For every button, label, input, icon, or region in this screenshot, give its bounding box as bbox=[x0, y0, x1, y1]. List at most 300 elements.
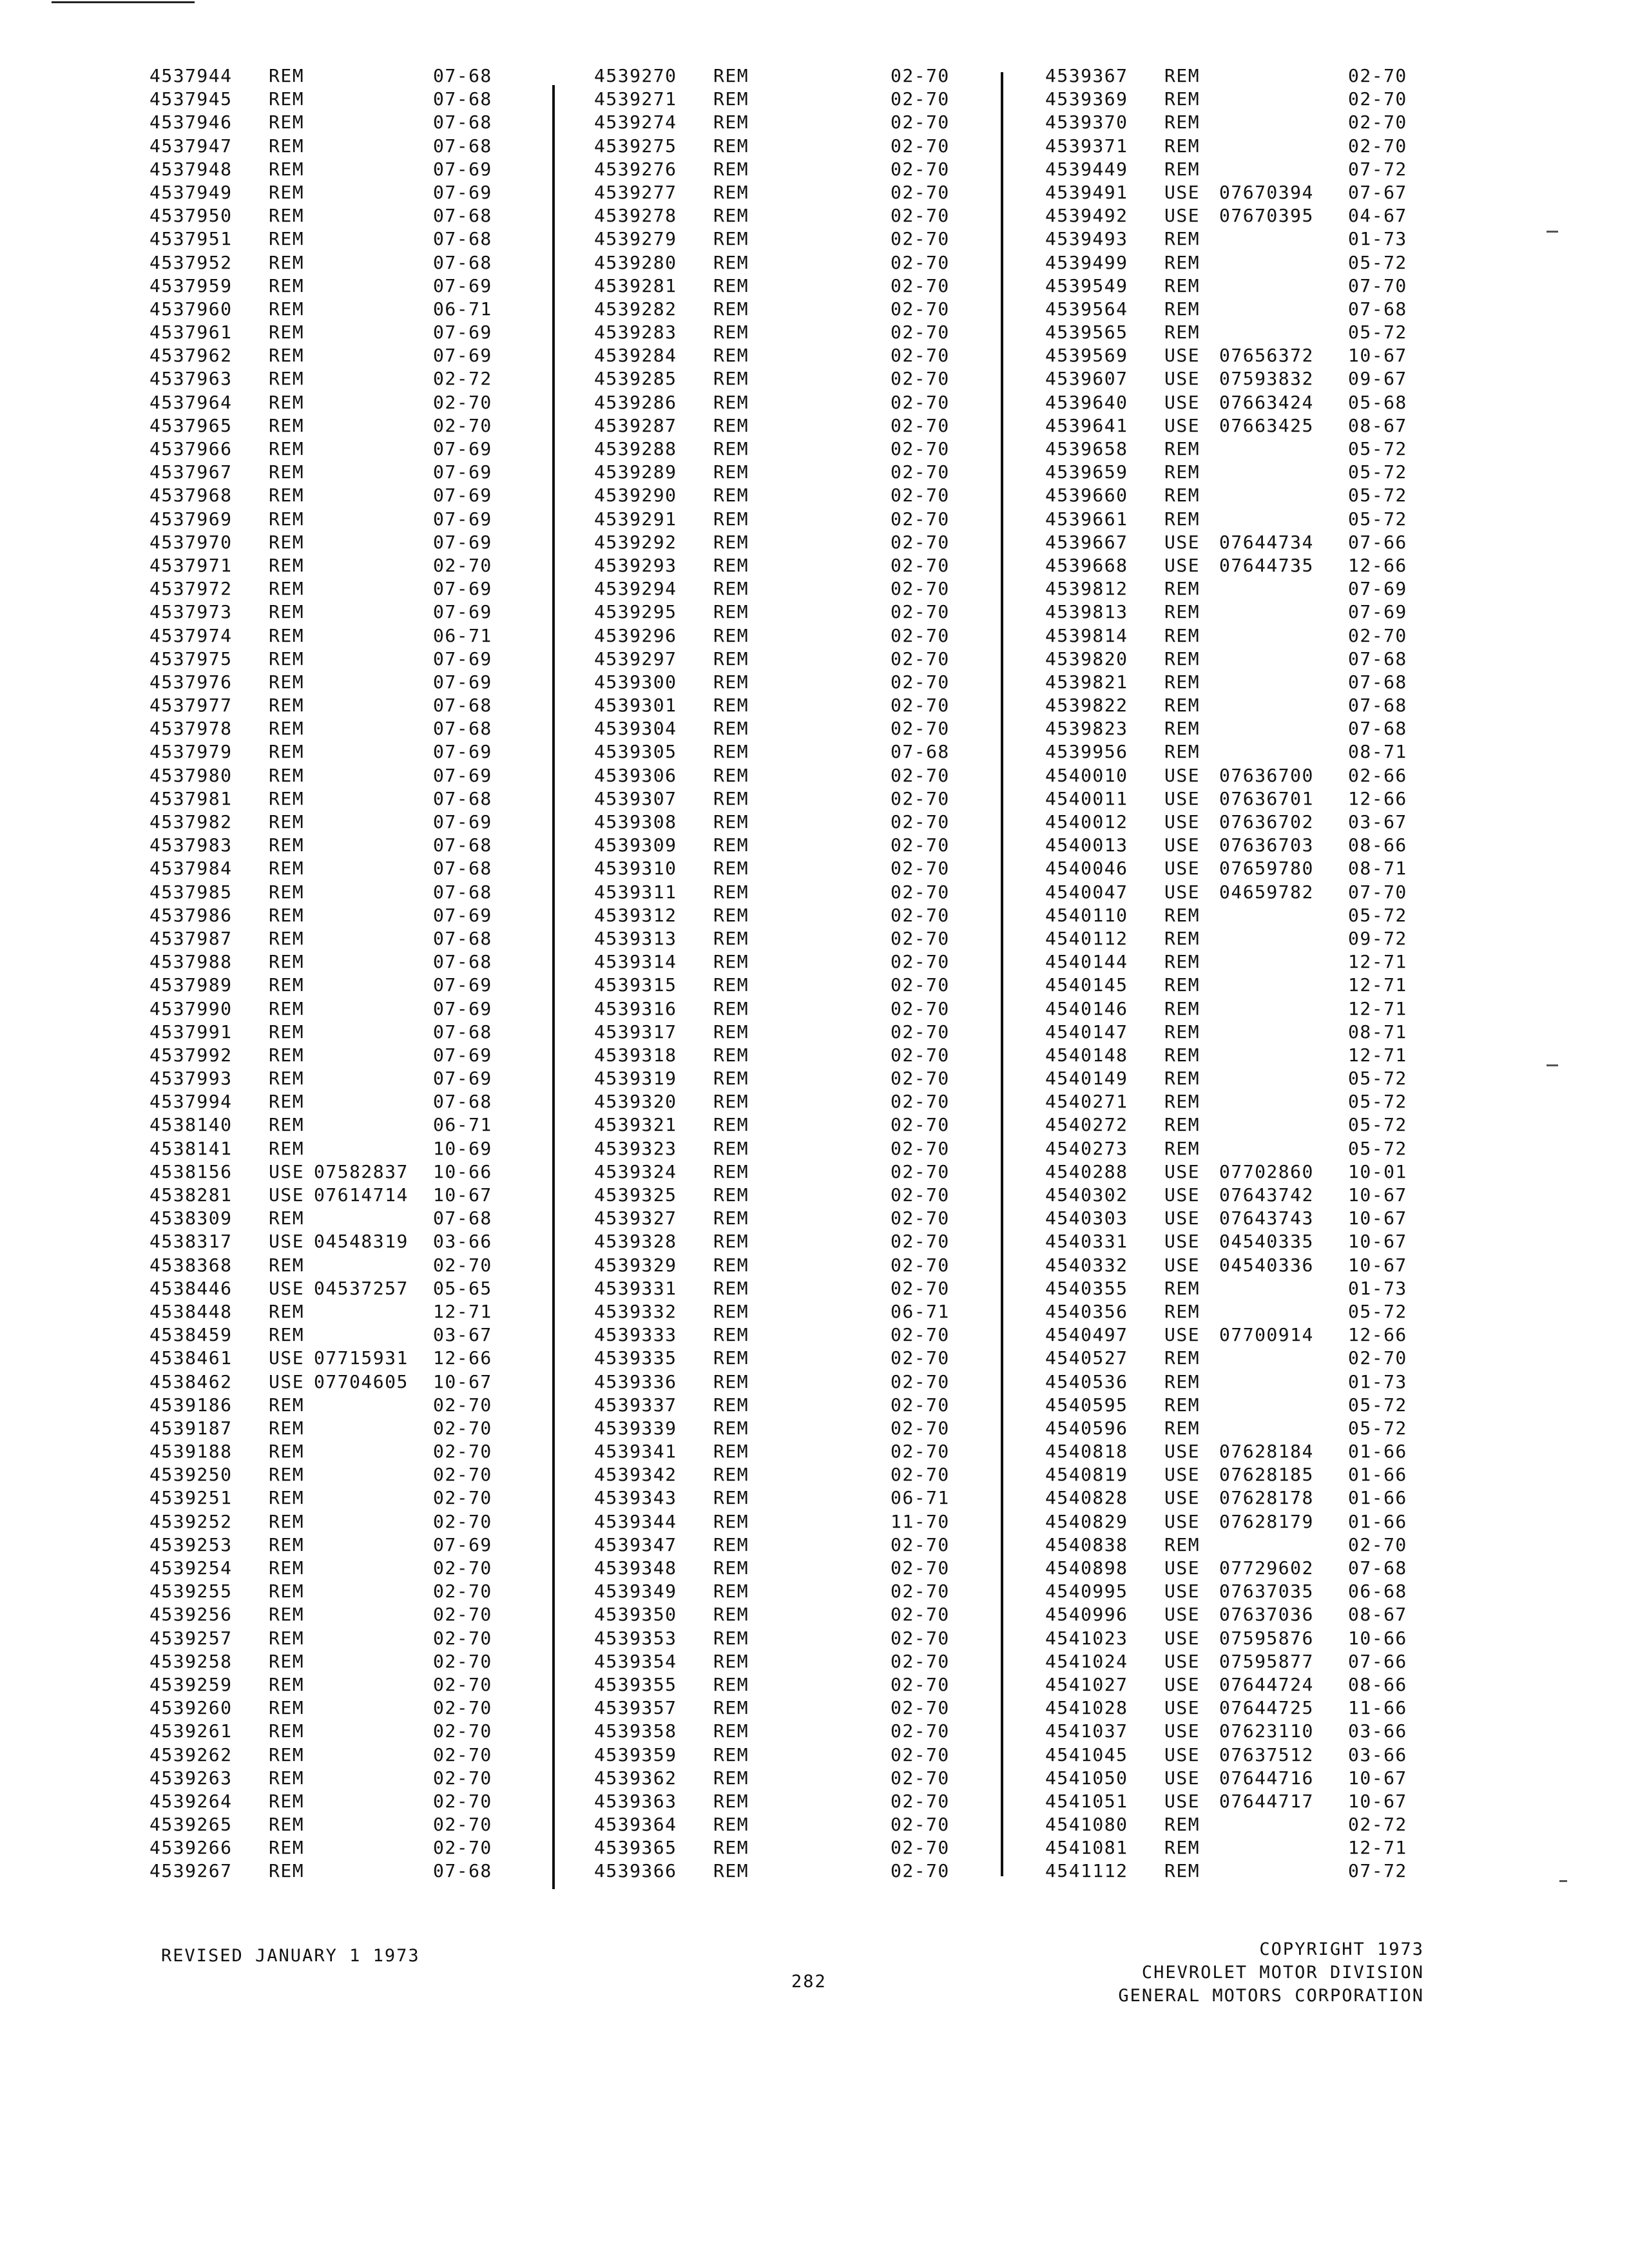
part-row bbox=[1045, 1067, 1445, 1090]
action-code: REM bbox=[713, 1533, 749, 1555]
action-code: USE bbox=[1164, 1581, 1200, 1602]
part-number: 4539812 bbox=[1045, 578, 1128, 600]
replacement-part-number: 04537257 bbox=[314, 1277, 409, 1299]
part-number: 4539310 bbox=[594, 858, 677, 879]
effective-date: 07-69 bbox=[433, 601, 492, 623]
effective-date: 02-70 bbox=[891, 228, 950, 250]
effective-date: 05-72 bbox=[1348, 322, 1407, 343]
action-code: REM bbox=[1164, 88, 1200, 110]
part-row bbox=[149, 1090, 536, 1113]
action-code: REM bbox=[269, 1697, 305, 1719]
effective-date: 09-72 bbox=[1348, 927, 1407, 949]
part-number: 4539277 bbox=[594, 181, 677, 203]
part-row bbox=[594, 111, 994, 134]
part-number: 4540273 bbox=[1045, 1137, 1128, 1159]
effective-date: 07-69 bbox=[433, 1068, 492, 1090]
part-row bbox=[594, 274, 994, 298]
part-number: 4539569 bbox=[1045, 345, 1128, 367]
effective-date: 05-72 bbox=[1348, 1137, 1407, 1159]
part-number: 4539661 bbox=[1045, 508, 1128, 530]
effective-date: 02-72 bbox=[1348, 1814, 1407, 1836]
action-code: REM bbox=[713, 414, 749, 436]
effective-date: 02-70 bbox=[891, 1277, 950, 1299]
part-row bbox=[149, 624, 536, 648]
effective-date: 02-70 bbox=[891, 1860, 950, 1882]
part-row bbox=[594, 1463, 994, 1486]
margin-mark bbox=[1547, 231, 1558, 233]
effective-date: 08-71 bbox=[1348, 741, 1407, 763]
effective-date: 12-66 bbox=[1348, 554, 1407, 576]
action-code: REM bbox=[713, 695, 749, 716]
action-code: USE bbox=[269, 1277, 305, 1299]
action-code: REM bbox=[269, 1207, 305, 1229]
action-code: REM bbox=[1164, 1021, 1200, 1043]
part-number: 4538461 bbox=[149, 1347, 233, 1369]
part-number: 4539284 bbox=[594, 345, 677, 367]
action-code: REM bbox=[269, 695, 305, 716]
part-row bbox=[1045, 158, 1445, 181]
part-row bbox=[1045, 227, 1445, 251]
part-number: 4540148 bbox=[1045, 1044, 1128, 1066]
action-code: REM bbox=[1164, 601, 1200, 623]
action-code: REM bbox=[269, 135, 305, 157]
part-row bbox=[594, 531, 994, 554]
effective-date: 02-70 bbox=[891, 158, 950, 180]
part-number: 4539640 bbox=[1045, 391, 1128, 413]
part-number: 4540355 bbox=[1045, 1277, 1128, 1299]
action-code: REM bbox=[269, 438, 305, 459]
effective-date: 02-70 bbox=[891, 251, 950, 273]
effective-date: 02-70 bbox=[891, 997, 950, 1019]
effective-date: 01-73 bbox=[1348, 1277, 1407, 1299]
part-number: 4537975 bbox=[149, 648, 233, 669]
effective-date: 02-70 bbox=[891, 135, 950, 157]
effective-date: 07-69 bbox=[433, 461, 492, 483]
effective-date: 12-71 bbox=[1348, 997, 1407, 1019]
effective-date: 02-70 bbox=[891, 1160, 950, 1182]
effective-date: 07-68 bbox=[433, 111, 492, 133]
effective-date: 02-70 bbox=[433, 1394, 492, 1416]
action-code: REM bbox=[1164, 1837, 1200, 1859]
effective-date: 02-70 bbox=[891, 1417, 950, 1439]
part-number: 4539359 bbox=[594, 1744, 677, 1765]
action-code: REM bbox=[269, 274, 305, 296]
part-row bbox=[149, 1650, 536, 1673]
effective-date: 07-69 bbox=[433, 764, 492, 786]
effective-date: 12-71 bbox=[1348, 974, 1407, 996]
action-code: USE bbox=[1164, 834, 1200, 856]
action-code: USE bbox=[269, 1231, 305, 1253]
part-number: 4539364 bbox=[594, 1814, 677, 1836]
part-row bbox=[149, 1044, 536, 1067]
action-code: USE bbox=[1164, 1673, 1200, 1695]
part-number: 4539564 bbox=[1045, 298, 1128, 320]
column-divider-1 bbox=[552, 85, 555, 1889]
replacement-part-number: 07715931 bbox=[314, 1347, 409, 1369]
part-row bbox=[149, 88, 536, 111]
effective-date: 07-68 bbox=[433, 65, 492, 86]
part-row bbox=[149, 1440, 536, 1463]
part-row bbox=[149, 1254, 536, 1277]
part-row bbox=[1045, 601, 1445, 624]
part-row bbox=[149, 321, 536, 344]
part-row bbox=[1045, 694, 1445, 717]
part-number: 4539278 bbox=[594, 205, 677, 227]
part-row bbox=[1045, 1836, 1445, 1860]
part-number: 4539316 bbox=[594, 997, 677, 1019]
action-code: USE bbox=[1164, 1697, 1200, 1719]
part-row bbox=[149, 1767, 536, 1790]
part-number: 4539288 bbox=[594, 438, 677, 459]
effective-date: 03-67 bbox=[1348, 811, 1407, 832]
part-row bbox=[1045, 648, 1445, 671]
effective-date: 02-70 bbox=[891, 1184, 950, 1206]
part-row bbox=[594, 1347, 994, 1370]
part-number: 4537967 bbox=[149, 461, 233, 483]
part-number: 4540149 bbox=[1045, 1068, 1128, 1090]
part-number: 4539250 bbox=[149, 1464, 233, 1486]
action-code: USE bbox=[1164, 1767, 1200, 1789]
action-code: USE bbox=[1164, 858, 1200, 879]
action-code: REM bbox=[269, 671, 305, 693]
part-number: 4539260 bbox=[149, 1697, 233, 1719]
part-number: 4539325 bbox=[594, 1184, 677, 1206]
action-code: REM bbox=[713, 1137, 749, 1159]
part-row bbox=[149, 1486, 536, 1510]
part-row bbox=[1045, 1254, 1445, 1277]
action-code: USE bbox=[1164, 1231, 1200, 1253]
part-row bbox=[594, 1720, 994, 1743]
effective-date: 07-68 bbox=[433, 951, 492, 973]
action-code: REM bbox=[713, 181, 749, 203]
part-number: 4539353 bbox=[594, 1627, 677, 1649]
part-number: 4537989 bbox=[149, 974, 233, 996]
action-code: REM bbox=[713, 1324, 749, 1346]
action-code: REM bbox=[713, 1300, 749, 1322]
action-code: REM bbox=[713, 1207, 749, 1229]
action-code: REM bbox=[713, 1650, 749, 1672]
action-code: REM bbox=[269, 1021, 305, 1043]
action-code: USE bbox=[1164, 1441, 1200, 1463]
part-row bbox=[1045, 787, 1445, 811]
part-number: 4537986 bbox=[149, 904, 233, 926]
effective-date: 07-66 bbox=[1348, 531, 1407, 553]
part-row bbox=[1045, 764, 1445, 787]
revised-date: REVISED JANUARY 1 1973 bbox=[161, 1946, 420, 1966]
part-row bbox=[1045, 1510, 1445, 1533]
effective-date: 07-69 bbox=[433, 531, 492, 553]
part-number: 4541037 bbox=[1045, 1720, 1128, 1742]
part-number: 4539263 bbox=[149, 1767, 233, 1789]
part-number: 4539350 bbox=[594, 1604, 677, 1626]
part-row bbox=[149, 1137, 536, 1160]
part-row bbox=[149, 1557, 536, 1580]
replacement-part-number: 07595876 bbox=[1219, 1627, 1314, 1649]
part-number: 4539328 bbox=[594, 1231, 677, 1253]
part-row bbox=[149, 508, 536, 531]
effective-date: 07-68 bbox=[433, 787, 492, 809]
part-number: 4537983 bbox=[149, 834, 233, 856]
part-number: 4539660 bbox=[1045, 485, 1128, 506]
replacement-part-number: 07628185 bbox=[1219, 1464, 1314, 1486]
action-code: USE bbox=[269, 1160, 305, 1182]
action-code: REM bbox=[713, 1744, 749, 1765]
effective-date: 02-70 bbox=[891, 927, 950, 949]
part-row bbox=[149, 437, 536, 461]
effective-date: 01-66 bbox=[1348, 1510, 1407, 1532]
part-number: 4539262 bbox=[149, 1744, 233, 1765]
action-code: USE bbox=[1164, 1160, 1200, 1182]
part-number: 4541050 bbox=[1045, 1767, 1128, 1789]
replacement-part-number: 07628179 bbox=[1219, 1510, 1314, 1532]
part-row bbox=[149, 1510, 536, 1533]
part-number: 4539274 bbox=[594, 111, 677, 133]
part-number: 4538317 bbox=[149, 1231, 233, 1253]
action-code: REM bbox=[269, 368, 305, 390]
part-row bbox=[594, 764, 994, 787]
part-row bbox=[594, 88, 994, 111]
part-number: 4537973 bbox=[149, 601, 233, 623]
part-row bbox=[1045, 437, 1445, 461]
effective-date: 08-66 bbox=[1348, 834, 1407, 856]
effective-date: 06-71 bbox=[891, 1300, 950, 1322]
effective-date: 10-67 bbox=[1348, 1231, 1407, 1253]
part-number: 4539565 bbox=[1045, 322, 1128, 343]
effective-date: 02-70 bbox=[433, 1673, 492, 1695]
part-number: 4539814 bbox=[1045, 624, 1128, 646]
part-number: 4541023 bbox=[1045, 1627, 1128, 1649]
part-number: 4540898 bbox=[1045, 1557, 1128, 1579]
action-code: REM bbox=[269, 1114, 305, 1136]
part-number: 4538141 bbox=[149, 1137, 233, 1159]
action-code: REM bbox=[713, 228, 749, 250]
part-number: 4537981 bbox=[149, 787, 233, 809]
part-row bbox=[1045, 1137, 1445, 1160]
part-row bbox=[594, 64, 994, 88]
part-row bbox=[1045, 1696, 1445, 1720]
part-row bbox=[1045, 1323, 1445, 1347]
action-code: USE bbox=[1164, 181, 1200, 203]
part-row bbox=[594, 1696, 994, 1720]
action-code: REM bbox=[1164, 508, 1200, 530]
action-code: REM bbox=[713, 461, 749, 483]
part-number: 4539549 bbox=[1045, 274, 1128, 296]
effective-date: 12-66 bbox=[433, 1347, 492, 1369]
replacement-part-number: 07643742 bbox=[1219, 1184, 1314, 1206]
part-row bbox=[149, 950, 536, 974]
part-number: 4539658 bbox=[1045, 438, 1128, 459]
part-number: 4540303 bbox=[1045, 1207, 1128, 1229]
replacement-part-number: 07704605 bbox=[314, 1370, 409, 1392]
effective-date: 02-70 bbox=[433, 1744, 492, 1765]
effective-date: 07-69 bbox=[433, 578, 492, 600]
action-code: REM bbox=[1164, 135, 1200, 157]
part-number: 4539331 bbox=[594, 1277, 677, 1299]
part-number: 4540332 bbox=[1045, 1254, 1128, 1276]
effective-date: 02-70 bbox=[891, 764, 950, 786]
effective-date: 02-70 bbox=[891, 1021, 950, 1043]
action-code: REM bbox=[713, 601, 749, 623]
part-number: 4541081 bbox=[1045, 1837, 1128, 1859]
effective-date: 07-69 bbox=[433, 345, 492, 367]
action-code: REM bbox=[1164, 1347, 1200, 1369]
part-row bbox=[1045, 717, 1445, 740]
effective-date: 07-68 bbox=[433, 881, 492, 903]
effective-date: 05-72 bbox=[1348, 251, 1407, 273]
effective-date: 02-70 bbox=[433, 1557, 492, 1579]
action-code: REM bbox=[713, 1277, 749, 1299]
effective-date: 07-68 bbox=[1348, 671, 1407, 693]
part-number: 4539289 bbox=[594, 461, 677, 483]
part-row bbox=[594, 857, 994, 880]
action-code: REM bbox=[713, 1627, 749, 1649]
effective-date: 07-70 bbox=[1348, 881, 1407, 903]
action-code: REM bbox=[1164, 65, 1200, 86]
action-code: REM bbox=[713, 1417, 749, 1439]
part-row bbox=[1045, 1207, 1445, 1230]
part-number: 4539261 bbox=[149, 1720, 233, 1742]
part-number: 4541028 bbox=[1045, 1697, 1128, 1719]
effective-date: 02-70 bbox=[891, 881, 950, 903]
effective-date: 07-68 bbox=[1348, 695, 1407, 716]
effective-date: 02-70 bbox=[891, 205, 950, 227]
replacement-part-number: 07644725 bbox=[1219, 1697, 1314, 1719]
part-number: 4539499 bbox=[1045, 251, 1128, 273]
part-row bbox=[149, 1836, 536, 1860]
effective-date: 02-70 bbox=[891, 531, 950, 553]
part-row bbox=[594, 694, 994, 717]
action-code: REM bbox=[713, 1347, 749, 1369]
part-number: 4539341 bbox=[594, 1441, 677, 1463]
part-row bbox=[1045, 1230, 1445, 1253]
action-code: USE bbox=[1164, 764, 1200, 786]
part-row bbox=[149, 227, 536, 251]
action-code: REM bbox=[1164, 1533, 1200, 1555]
part-number: 4537944 bbox=[149, 65, 233, 86]
part-row bbox=[1045, 1533, 1445, 1557]
effective-date: 07-68 bbox=[433, 88, 492, 110]
part-number: 4540595 bbox=[1045, 1394, 1128, 1416]
action-code: REM bbox=[713, 927, 749, 949]
replacement-part-number: 04548319 bbox=[314, 1231, 409, 1253]
part-number: 4539337 bbox=[594, 1394, 677, 1416]
replacement-part-number: 04659782 bbox=[1219, 881, 1314, 903]
effective-date: 07-67 bbox=[1348, 181, 1407, 203]
part-row bbox=[594, 787, 994, 811]
action-code: REM bbox=[713, 881, 749, 903]
part-row bbox=[594, 1650, 994, 1673]
action-code: USE bbox=[1164, 1650, 1200, 1672]
part-row bbox=[1045, 811, 1445, 834]
part-number: 4539321 bbox=[594, 1114, 677, 1136]
part-row bbox=[1045, 1557, 1445, 1580]
part-row bbox=[149, 1673, 536, 1696]
effective-date: 02-70 bbox=[1348, 88, 1407, 110]
effective-date: 02-70 bbox=[891, 1744, 950, 1765]
effective-date: 07-68 bbox=[1348, 648, 1407, 669]
action-code: REM bbox=[713, 1767, 749, 1789]
part-row bbox=[1045, 1113, 1445, 1137]
effective-date: 12-66 bbox=[1348, 1324, 1407, 1346]
part-row bbox=[149, 764, 536, 787]
part-number: 4537948 bbox=[149, 158, 233, 180]
action-code: REM bbox=[713, 1160, 749, 1182]
effective-date: 07-68 bbox=[433, 718, 492, 740]
part-row bbox=[149, 1184, 536, 1207]
action-code: REM bbox=[1164, 485, 1200, 506]
part-number: 4537950 bbox=[149, 205, 233, 227]
part-row bbox=[1045, 1300, 1445, 1323]
effective-date: 07-68 bbox=[433, 1021, 492, 1043]
part-number: 4539280 bbox=[594, 251, 677, 273]
part-number: 4539668 bbox=[1045, 554, 1128, 576]
effective-date: 05-72 bbox=[1348, 1300, 1407, 1322]
part-row bbox=[149, 344, 536, 367]
part-row bbox=[1045, 1603, 1445, 1626]
action-code: REM bbox=[1164, 1394, 1200, 1416]
replacement-part-number: 07628178 bbox=[1219, 1487, 1314, 1509]
effective-date: 08-67 bbox=[1348, 414, 1407, 436]
part-number: 4539251 bbox=[149, 1487, 233, 1509]
effective-date: 07-69 bbox=[433, 974, 492, 996]
action-code: REM bbox=[1164, 578, 1200, 600]
part-number: 4538140 bbox=[149, 1114, 233, 1136]
action-code: REM bbox=[269, 1394, 305, 1416]
part-number: 4539309 bbox=[594, 834, 677, 856]
part-row bbox=[149, 1813, 536, 1836]
part-row bbox=[594, 740, 994, 764]
part-row bbox=[1045, 204, 1445, 227]
action-code: USE bbox=[269, 1370, 305, 1392]
action-code: REM bbox=[269, 531, 305, 553]
effective-date: 02-70 bbox=[1348, 135, 1407, 157]
action-code: REM bbox=[713, 1510, 749, 1532]
part-row bbox=[1045, 740, 1445, 764]
part-row bbox=[1045, 1486, 1445, 1510]
action-code: REM bbox=[1164, 927, 1200, 949]
part-row bbox=[1045, 577, 1445, 601]
part-number: 4538448 bbox=[149, 1300, 233, 1322]
part-number: 4537946 bbox=[149, 111, 233, 133]
part-number: 4539312 bbox=[594, 904, 677, 926]
effective-date: 07-68 bbox=[433, 1860, 492, 1882]
action-code: REM bbox=[269, 1673, 305, 1695]
part-row bbox=[594, 1113, 994, 1137]
action-code: REM bbox=[269, 298, 305, 320]
part-number: 4539357 bbox=[594, 1697, 677, 1719]
part-number: 4540013 bbox=[1045, 834, 1128, 856]
effective-date: 10-67 bbox=[1348, 1207, 1407, 1229]
action-code: REM bbox=[269, 951, 305, 973]
part-row bbox=[1045, 1767, 1445, 1790]
part-number: 4539362 bbox=[594, 1767, 677, 1789]
part-row bbox=[149, 1417, 536, 1440]
effective-date: 05-72 bbox=[1348, 1394, 1407, 1416]
action-code: REM bbox=[269, 811, 305, 832]
effective-date: 10-69 bbox=[433, 1137, 492, 1159]
action-code: REM bbox=[713, 158, 749, 180]
replacement-part-number: 07637036 bbox=[1219, 1604, 1314, 1626]
part-row bbox=[149, 1277, 536, 1300]
part-number: 4539329 bbox=[594, 1254, 677, 1276]
part-row bbox=[1045, 671, 1445, 694]
action-code: REM bbox=[269, 1441, 305, 1463]
action-code: REM bbox=[713, 811, 749, 832]
part-row bbox=[594, 1860, 994, 1883]
part-number: 4541112 bbox=[1045, 1860, 1128, 1882]
action-code: REM bbox=[269, 181, 305, 203]
part-number: 4539187 bbox=[149, 1417, 233, 1439]
